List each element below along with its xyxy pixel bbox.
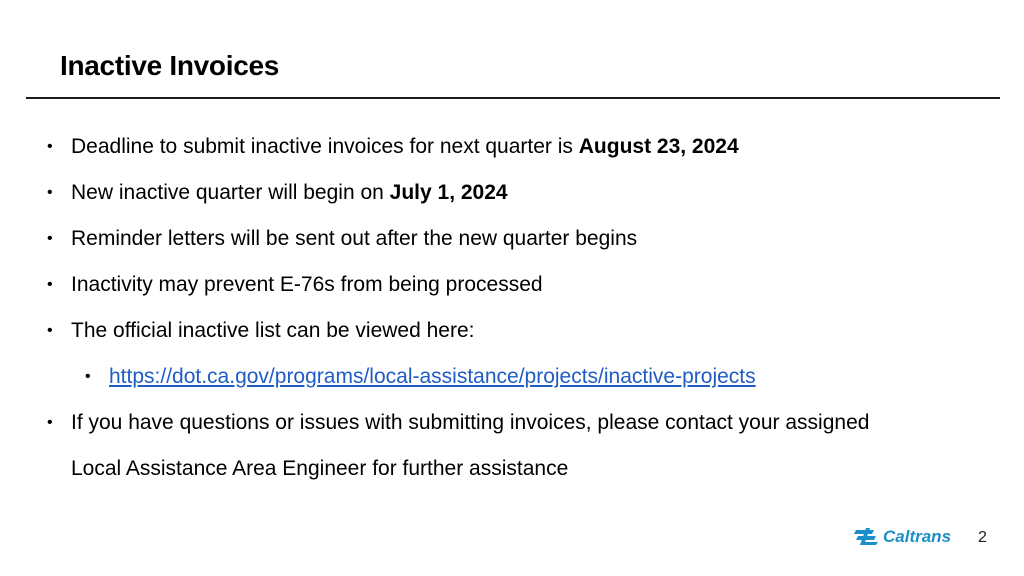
bullet-text: If you have questions or issues with submitting invoices, please contact your assigned [71, 411, 870, 434]
bullet-text: Inactivity may prevent E-76s from being processed [71, 273, 543, 296]
bullet-text: Reminder letters will be sent out after the new quarter begins [71, 227, 638, 250]
bullet-questions [47, 400, 870, 446]
caltrans-logo-mark [854, 528, 878, 545]
bullet-official-list [47, 308, 475, 354]
bullet-icon: • [85, 368, 91, 385]
sub-bullet-link [85, 354, 756, 400]
caltrans-logo-text: Caltrans [883, 527, 952, 546]
bullet-reminder [47, 216, 638, 262]
inactive-projects-link[interactable]: https://dot.ca.gov/programs/local-assistance/projects/inactive-projects [109, 365, 756, 388]
bullet-icon: • [47, 184, 53, 201]
bullet-new-quarter [47, 170, 508, 216]
bullet-icon: • [47, 138, 53, 155]
bullet-inactivity [47, 262, 543, 308]
title-divider [26, 97, 1000, 99]
bullet-text: Deadline to submit inactive invoices for next quarter is [71, 135, 579, 158]
caltrans-logo [854, 526, 956, 546]
page-number: 2 [978, 529, 987, 546]
bullet-text: New inactive quarter will begin on [71, 181, 390, 204]
bullet-questions-continuation: Local Assistance Area Engineer for further assistance [71, 457, 569, 480]
bullet-icon: • [47, 276, 53, 293]
bullet-icon: • [47, 230, 53, 247]
bullet-icon: • [47, 322, 53, 339]
bullet-icon: • [47, 414, 53, 431]
bullet-bold-date: August 23, 2024 [578, 135, 739, 158]
bullet-bold-date: July 1, 2024 [389, 181, 508, 204]
slide-title: Inactive Invoices [60, 50, 280, 81]
bullet-text: The official inactive list can be viewed here: [71, 319, 475, 342]
bullet-deadline [47, 124, 739, 170]
